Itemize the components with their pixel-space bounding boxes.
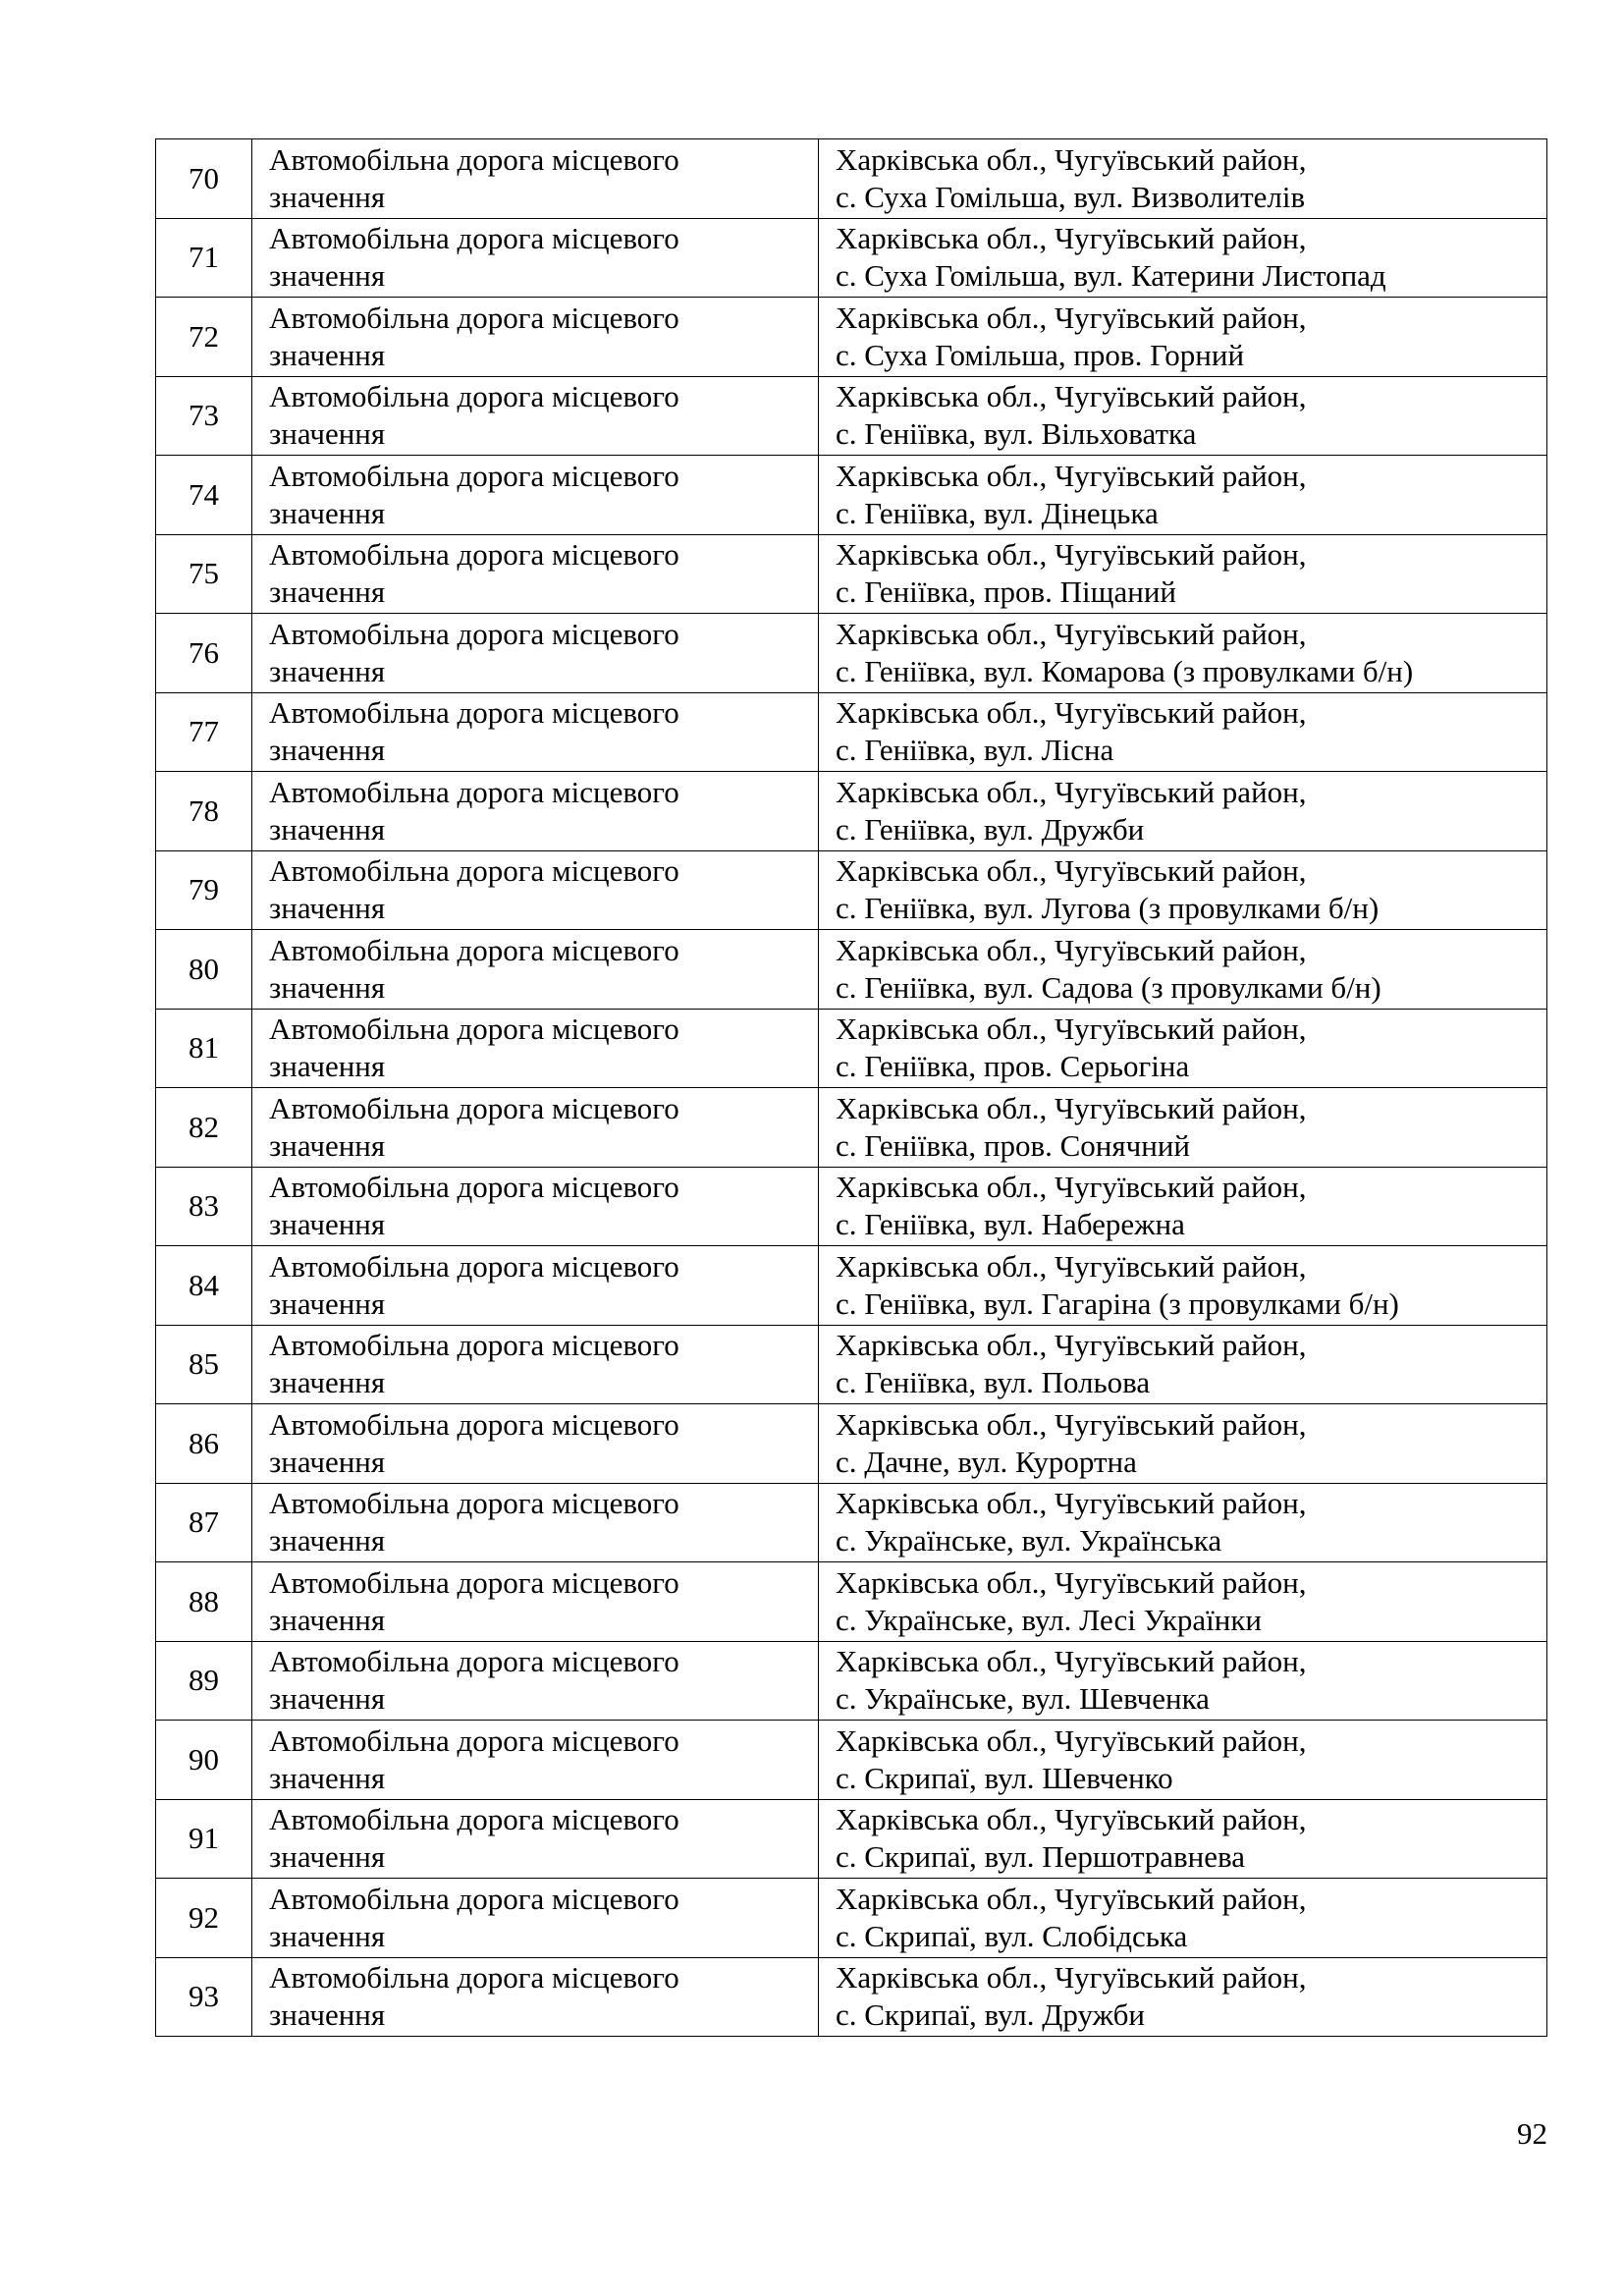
- location-cell: [819, 1641, 1547, 1721]
- location-line: с. Українське, вул. Українська: [836, 1523, 1222, 1558]
- object-name-line: значення: [269, 891, 386, 926]
- object-name-line: Автомобільна дорога місцевого: [269, 300, 679, 335]
- object-name-line: значення: [269, 1285, 386, 1321]
- table-row: [156, 1009, 1547, 1088]
- object-name-line: Автомобільна дорога місцевого: [269, 1170, 679, 1205]
- location-line: с. Геніївка, вул. Набережна: [836, 1207, 1185, 1242]
- row-number-cell: 75: [156, 534, 252, 614]
- object-name-line: значення: [269, 179, 386, 214]
- object-name-cell: [252, 772, 819, 851]
- table-row: [156, 1404, 1547, 1484]
- table-row: [156, 1799, 1547, 1879]
- object-name-line: Автомобільна дорога місцевого: [269, 1248, 679, 1284]
- location-line: с. Суха Гомільша, вул. Визволителів: [836, 179, 1306, 214]
- object-name-cell: [252, 1088, 819, 1168]
- object-name-cell: [252, 1483, 819, 1562]
- location-line: Харківська обл., Чугуївський район,: [836, 932, 1307, 967]
- location-cell: [819, 930, 1547, 1010]
- table-row: [156, 1325, 1547, 1404]
- location-line: с. Геніївка, вул. Польова: [836, 1365, 1151, 1400]
- object-name-cell: [252, 218, 819, 298]
- table-row: [156, 772, 1547, 851]
- object-name-cell: [252, 1009, 819, 1088]
- object-name-line: Автомобільна дорога місцевого: [269, 141, 679, 177]
- object-name-line: значення: [269, 1681, 386, 1717]
- location-cell: [819, 1721, 1547, 1800]
- object-name-cell: [252, 1799, 819, 1879]
- location-line: с. Геніївка, пров. Сонячний: [836, 1127, 1190, 1163]
- row-number-cell: 92: [156, 1879, 252, 1958]
- row-number-cell: 88: [156, 1562, 252, 1642]
- location-line: Харківська обл., Чугуївський район,: [836, 537, 1307, 573]
- page-number: 92: [1517, 2116, 1547, 2151]
- object-name-line: Автомобільна дорога місцевого: [269, 774, 679, 809]
- table-row: [156, 1879, 1547, 1958]
- location-line: Харківська обл., Чугуївський район,: [836, 1406, 1307, 1442]
- object-name-line: значення: [269, 1839, 386, 1875]
- object-name-line: Автомобільна дорога місцевого: [269, 1881, 679, 1916]
- object-name-cell: [252, 1721, 819, 1800]
- object-name-cell: [252, 1562, 819, 1642]
- location-cell: [819, 1879, 1547, 1958]
- object-name-line: Автомобільна дорога місцевого: [269, 221, 679, 256]
- location-cell: [819, 614, 1547, 693]
- row-number-cell: 81: [156, 1009, 252, 1088]
- row-number-cell: 83: [156, 1167, 252, 1246]
- object-name-cell: [252, 1246, 819, 1326]
- location-line: Харківська обл., Чугуївський район,: [836, 458, 1307, 493]
- location-line: с. Геніївка, вул. Дінецька: [836, 495, 1159, 530]
- row-number-cell: 70: [156, 139, 252, 219]
- location-line: с. Українське, вул. Шевченка: [836, 1681, 1210, 1717]
- location-line: с. Українське, вул. Лесі Українки: [836, 1602, 1262, 1637]
- row-number-cell: 93: [156, 1957, 252, 2037]
- location-cell: [819, 772, 1547, 851]
- object-name-line: значення: [269, 1127, 386, 1163]
- roads-table: [155, 138, 1547, 2037]
- row-number-cell: 91: [156, 1799, 252, 1879]
- table-row: [156, 534, 1547, 614]
- location-line: с. Геніївка, вул. Дружби: [836, 811, 1145, 847]
- object-name-line: Автомобільна дорога місцевого: [269, 1564, 679, 1600]
- row-number-cell: 79: [156, 850, 252, 930]
- location-line: Харківська обл., Чугуївський район,: [836, 1960, 1307, 1995]
- location-line: Харківська обл., Чугуївський район,: [836, 1011, 1307, 1047]
- object-name-line: значення: [269, 258, 386, 294]
- location-cell: [819, 218, 1547, 298]
- object-name-line: Автомобільна дорога місцевого: [269, 1802, 679, 1837]
- location-line: с. Суха Гомільша, вул. Катерини Листопад: [836, 258, 1386, 294]
- roads-table-body: [156, 139, 1547, 2037]
- object-name-line: значення: [269, 969, 386, 1005]
- location-line: Харківська обл., Чугуївський район,: [836, 1090, 1307, 1125]
- object-name-cell: [252, 376, 819, 456]
- object-name-cell: [252, 1404, 819, 1484]
- row-number-cell: 73: [156, 376, 252, 456]
- location-cell: [819, 1562, 1547, 1642]
- location-cell: [819, 1799, 1547, 1879]
- row-number-cell: 72: [156, 298, 252, 377]
- location-line: Харківська обл., Чугуївський район,: [836, 1486, 1307, 1521]
- location-line: с. Скрипаї, вул. Шевченко: [836, 1760, 1173, 1795]
- row-number-cell: 86: [156, 1404, 252, 1484]
- object-name-cell: [252, 1879, 819, 1958]
- object-name-cell: [252, 139, 819, 219]
- location-line: Харківська обл., Чугуївський район,: [836, 1722, 1307, 1758]
- location-cell: [819, 1404, 1547, 1484]
- location-cell: [819, 850, 1547, 930]
- location-cell: [819, 692, 1547, 772]
- location-cell: [819, 1483, 1547, 1562]
- table-row: [156, 1167, 1547, 1246]
- location-line: Харківська обл., Чугуївський район,: [836, 1564, 1307, 1600]
- object-name-line: значення: [269, 1918, 386, 1953]
- location-line: Харківська обл., Чугуївський район,: [836, 616, 1307, 651]
- object-name-cell: [252, 850, 819, 930]
- object-name-line: Автомобільна дорога місцевого: [269, 1644, 679, 1679]
- location-cell: [819, 1957, 1547, 2037]
- object-name-line: значення: [269, 1602, 386, 1637]
- location-cell: [819, 1246, 1547, 1326]
- object-name-line: Автомобільна дорога місцевого: [269, 932, 679, 967]
- object-name-line: значення: [269, 653, 386, 688]
- location-line: с. Геніївка, вул. Садова (з провулками б/н): [836, 969, 1381, 1005]
- row-number-cell: 71: [156, 218, 252, 298]
- object-name-line: Автомобільна дорога місцевого: [269, 1406, 679, 1442]
- object-name-line: значення: [269, 1997, 386, 2033]
- location-cell: [819, 139, 1547, 219]
- location-line: Харківська обл., Чугуївський район,: [836, 379, 1307, 414]
- table-row: [156, 1088, 1547, 1168]
- location-line: с. Геніївка, вул. Гагаріна (з провулками б/н): [836, 1285, 1399, 1321]
- location-line: с. Скрипаї, вул. Дружби: [836, 1997, 1145, 2033]
- row-number-cell: 77: [156, 692, 252, 772]
- location-cell: [819, 1167, 1547, 1246]
- object-name-line: значення: [269, 811, 386, 847]
- row-number-cell: 76: [156, 614, 252, 693]
- location-line: с. Суха Гомільша, пров. Горний: [836, 337, 1245, 372]
- location-line: Харківська обл., Чугуївський район,: [836, 1644, 1307, 1679]
- object-name-line: значення: [269, 495, 386, 530]
- object-name-line: значення: [269, 1365, 386, 1400]
- location-line: с. Скрипаї, вул. Першотравнева: [836, 1839, 1246, 1875]
- table-row: [156, 1721, 1547, 1800]
- location-line: с. Дачне, вул. Курортна: [836, 1444, 1137, 1479]
- object-name-line: значення: [269, 416, 386, 452]
- object-name-line: Автомобільна дорога місцевого: [269, 1328, 679, 1363]
- row-number-cell: 78: [156, 772, 252, 851]
- table-row: [156, 614, 1547, 693]
- location-line: Харківська обл., Чугуївський район,: [836, 221, 1307, 256]
- object-name-cell: [252, 456, 819, 535]
- location-cell: [819, 1009, 1547, 1088]
- object-name-cell: [252, 534, 819, 614]
- table-row: [156, 1957, 1547, 2037]
- table-row: [156, 139, 1547, 219]
- location-line: с. Геніївка, пров. Піщаний: [836, 574, 1177, 610]
- location-line: с. Геніївка, пров. Серьогіна: [836, 1049, 1190, 1084]
- table-row: [156, 1483, 1547, 1562]
- object-name-line: Автомобільна дорога місцевого: [269, 379, 679, 414]
- row-number-cell: 87: [156, 1483, 252, 1562]
- object-name-cell: [252, 1957, 819, 2037]
- location-cell: [819, 298, 1547, 377]
- object-name-line: Автомобільна дорога місцевого: [269, 1090, 679, 1125]
- object-name-line: значення: [269, 1207, 386, 1242]
- location-line: Харківська обл., Чугуївський район,: [836, 1170, 1307, 1205]
- object-name-cell: [252, 1641, 819, 1721]
- table-row: [156, 930, 1547, 1010]
- location-line: с. Геніївка, вул. Лугова (з провулками б/н): [836, 891, 1380, 926]
- object-name-line: значення: [269, 1760, 386, 1795]
- row-number-cell: 82: [156, 1088, 252, 1168]
- object-name-line: Автомобільна дорога місцевого: [269, 1486, 679, 1521]
- object-name-line: Автомобільна дорога місцевого: [269, 853, 679, 889]
- table-row: [156, 298, 1547, 377]
- object-name-cell: [252, 298, 819, 377]
- location-cell: [819, 376, 1547, 456]
- location-cell: [819, 1325, 1547, 1404]
- location-cell: [819, 534, 1547, 614]
- object-name-line: Автомобільна дорога місцевого: [269, 537, 679, 573]
- location-line: Харківська обл., Чугуївський район,: [836, 695, 1307, 731]
- row-number-cell: 74: [156, 456, 252, 535]
- location-line: Харківська обл., Чугуївський район,: [836, 1328, 1307, 1363]
- location-line: Харківська обл., Чугуївський район,: [836, 1248, 1307, 1284]
- table-row: [156, 1641, 1547, 1721]
- object-name-line: значення: [269, 574, 386, 610]
- location-cell: [819, 1088, 1547, 1168]
- row-number-cell: 90: [156, 1721, 252, 1800]
- object-name-line: Автомобільна дорога місцевого: [269, 1011, 679, 1047]
- row-number-cell: 84: [156, 1246, 252, 1326]
- row-number-cell: 85: [156, 1325, 252, 1404]
- location-line: с. Скрипаї, вул. Слобідська: [836, 1918, 1188, 1953]
- object-name-line: значення: [269, 1049, 386, 1084]
- location-line: с. Геніївка, вул. Лісна: [836, 733, 1114, 768]
- object-name-line: значення: [269, 733, 386, 768]
- row-number-cell: 89: [156, 1641, 252, 1721]
- table-row: [156, 218, 1547, 298]
- table-row: [156, 850, 1547, 930]
- table-row: [156, 456, 1547, 535]
- object-name-cell: [252, 930, 819, 1010]
- object-name-cell: [252, 692, 819, 772]
- object-name-line: значення: [269, 1523, 386, 1558]
- location-line: Харківська обл., Чугуївський район,: [836, 1802, 1307, 1837]
- location-line: Харківська обл., Чугуївський район,: [836, 1881, 1307, 1916]
- object-name-line: Автомобільна дорога місцевого: [269, 458, 679, 493]
- location-cell: [819, 456, 1547, 535]
- object-name-line: Автомобільна дорога місцевого: [269, 616, 679, 651]
- table-row: [156, 692, 1547, 772]
- location-line: Харківська обл., Чугуївський район,: [836, 141, 1307, 177]
- object-name-line: Автомобільна дорога місцевого: [269, 1722, 679, 1758]
- object-name-cell: [252, 1167, 819, 1246]
- row-number-cell: 80: [156, 930, 252, 1010]
- object-name-cell: [252, 1325, 819, 1404]
- location-line: Харківська обл., Чугуївський район,: [836, 300, 1307, 335]
- table-row: [156, 1562, 1547, 1642]
- object-name-line: значення: [269, 337, 386, 372]
- object-name-cell: [252, 614, 819, 693]
- location-line: Харківська обл., Чугуївський район,: [836, 774, 1307, 809]
- table-row: [156, 376, 1547, 456]
- table-row: [156, 1246, 1547, 1326]
- object-name-line: Автомобільна дорога місцевого: [269, 695, 679, 731]
- object-name-line: Автомобільна дорога місцевого: [269, 1960, 679, 1995]
- location-line: Харківська обл., Чугуївський район,: [836, 853, 1307, 889]
- location-line: с. Геніївка, вул. Вільховатка: [836, 416, 1197, 452]
- object-name-line: значення: [269, 1444, 386, 1479]
- location-line: с. Геніївка, вул. Комарова (з провулками б/н): [836, 653, 1414, 688]
